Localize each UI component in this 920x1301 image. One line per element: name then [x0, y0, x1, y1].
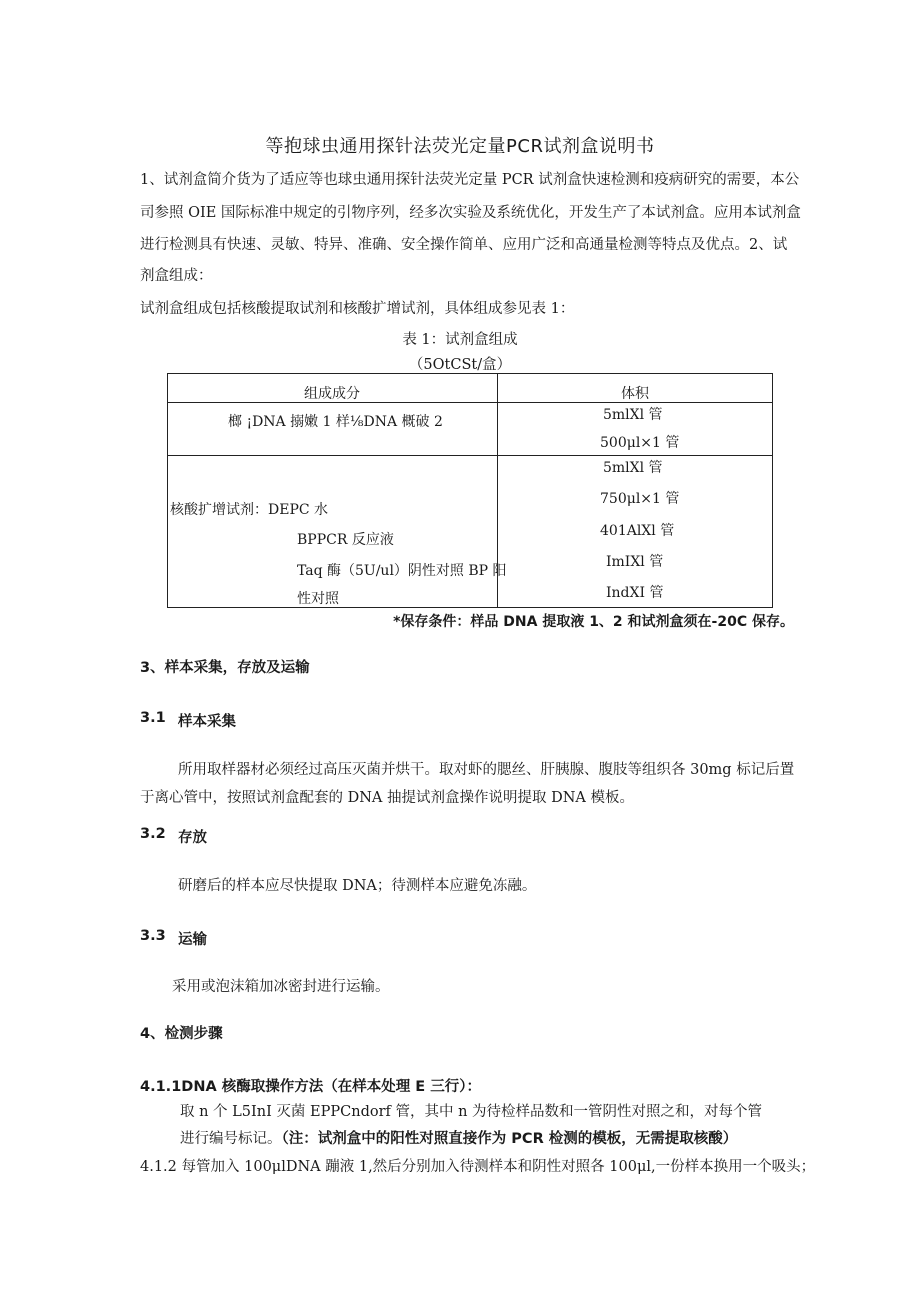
- section-3-1-line-2: 于离心管中，按照试剂盒配套的 DNA 抽提试剂盒操作说明提取 DNA 模板。: [140, 790, 635, 806]
- row1-component: 榔 ¡DNA 搦嫩 1 样⅛DNA 概破 2: [228, 414, 443, 430]
- section-3-2-number: 3.2: [140, 826, 166, 842]
- row2-volume-4: ImIXl 管: [606, 554, 664, 570]
- row2-volume-2: 750μl×1 管: [600, 491, 680, 507]
- section-4-1-1-line-1: 取 n 个 L5InI 灭菌 EPPCndorf 管，其中 n 为待检样品数和一管阴性对照之和，对每个管: [180, 1104, 763, 1120]
- section-3-1-line-1: 所用取样器材必须经过高压灭菌并烘干。取对虾的腮丝、肝胰腺、腹肢等组织各 30mg 标记后置: [178, 762, 795, 778]
- table-border-row1: [167, 455, 773, 456]
- intro-line-2: 司参照 OIE 国际标准中规定的引物序列，经多次实验及系统优化，开发生产了本试剂盒。应用本试剂盒: [140, 205, 801, 221]
- section-3-heading: 3、样本采集，存放及运输: [140, 660, 310, 676]
- storage-note: *保存条件：样品 DNA 提取液 1、2 和试剂盒须在-20C 保存。: [393, 614, 794, 630]
- row2-volume-3: 401AlXl 管: [600, 523, 675, 539]
- intro-line-3: 进行检测具有快速、灵敏、特异、准确、安全操作简单、应用广泛和高通量检测等特点及优点。2、试: [140, 237, 788, 253]
- row1-volume-2: 500μl×1 管: [600, 435, 680, 451]
- section-3-2-title: 存放: [178, 830, 207, 846]
- section-4-heading: 4、检测步骤: [140, 1026, 223, 1042]
- table-border-right: [772, 373, 773, 608]
- row1-volume-1: 5mlXl 管: [603, 407, 663, 423]
- section-3-3-title: 运输: [178, 932, 207, 948]
- section-4-1-1-line-2-text: 进行编号标记。: [180, 1131, 282, 1147]
- row2-component-1: 核酸扩增试剂：DEPC 水: [170, 502, 329, 518]
- row2-component-2: BPPCR 反应液: [297, 532, 394, 548]
- intro-line-1: 1、试剂盒简介货为了适应等也球虫通用探针法荧光定量 PCR 试剂盒快速检测和疫病研究的需要，本公: [140, 172, 800, 188]
- section-3-2-text: 研磨后的样本应尽快提取 DNA；待测样本应避免冻融。: [178, 878, 537, 894]
- table-border-left: [167, 373, 168, 608]
- section-4-1-1-title: 4.1.1DNA 核酶取操作方法（在样本处理 E 三行）：: [140, 1079, 481, 1095]
- table-unit: （5OtCSt/盒）: [408, 357, 512, 373]
- section-3-3-number: 3.3: [140, 928, 166, 944]
- section-4-1-2-text: 4.1.2 每管加入 100μlDNA 蹦液 1,然后分别加入待测样本和阴性对照各 100μl,一份样本换用一个吸头；: [140, 1159, 816, 1175]
- section-4-1-1-line-2: [180, 1126, 737, 1152]
- document-title: 等抱球虫通用探针法荧光定量PCR试剂盒说明书: [265, 136, 655, 157]
- section-3-1-number: 3.1: [140, 710, 166, 726]
- section-3-3-text: 采用或泡沫箱加冰密封进行运输。: [172, 979, 390, 995]
- section-3-1-title: 样本采集: [178, 714, 236, 730]
- row2-volume-1: 5mlXl 管: [603, 460, 663, 476]
- composition-text: 试剂盒组成包括核酸提取试剂和核酸扩增试剂，具体组成参见表 1：: [140, 301, 575, 317]
- table-border-top: [167, 373, 773, 374]
- table-header-component: 组成成分: [304, 386, 360, 402]
- row2-component-3: Taq 酶（5U∕ul）阴性对照 BP 阳: [297, 563, 507, 579]
- row2-volume-5: IndXI 管: [606, 585, 664, 601]
- table-caption: 表 1：试剂盒组成: [402, 332, 518, 348]
- intro-line-4: 剂盒组成：: [140, 268, 213, 284]
- row2-component-4: 性对照: [297, 591, 339, 607]
- table-header-volume: 体积: [621, 386, 649, 402]
- table-border-bottom: [167, 607, 773, 608]
- section-4-1-1-note: （注：试剂盒中的阳性对照直接作为 PCR 检测的模板，无需提取核酸）: [281, 1131, 738, 1147]
